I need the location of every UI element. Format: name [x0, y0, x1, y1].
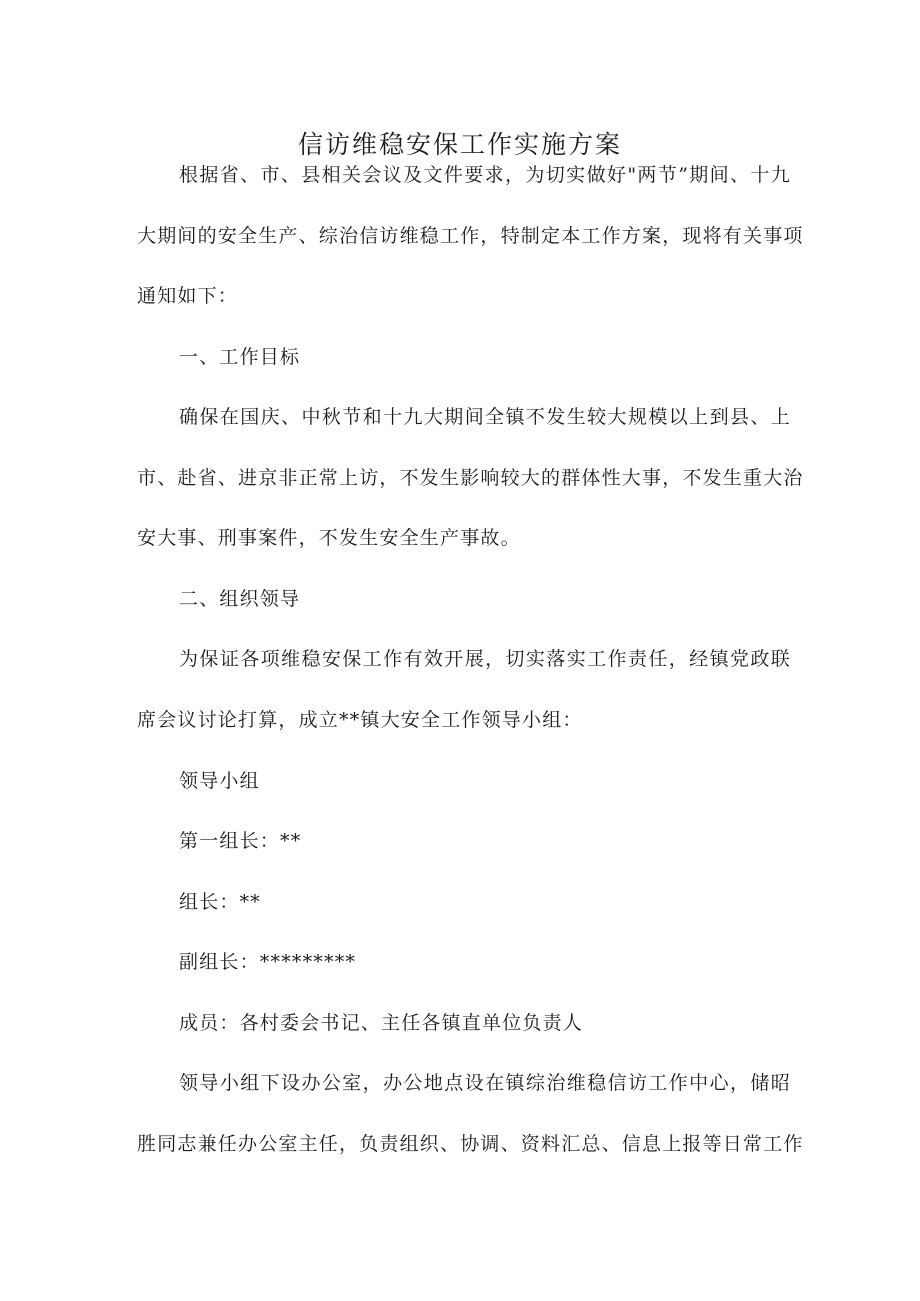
paragraph-goals-line-3: 安大事、刑事案件，不发生安全生产事故。 — [137, 527, 521, 549]
document-title: 信访维稳安保工作实施方案 — [297, 130, 622, 159]
members-line: 成员：各村委会书记、主任各镇直单位负责人 — [179, 1012, 584, 1034]
paragraph-goals-line-1: 确保在国庆、中秋节和十九大期间全镇不发生较大规模以上到县、上 — [179, 406, 791, 428]
paragraph-intro-line-2: 大期间的安全生产、综治信访维稳工作，特制定本工作方案，现将有关事项 — [137, 225, 804, 247]
section-heading-organization: 二、组织领导 — [179, 588, 301, 610]
paragraph-office-line-2: 胜同志兼任办公室主任，负责组织、协调、资料汇总、信息上报等日常工作 — [137, 1133, 804, 1155]
first-leader-line: 第一组长：** — [179, 830, 302, 852]
paragraph-organization-line-1: 为保证各项维稳安保工作有效开展，切实落实工作责任，经镇党政联 — [179, 648, 791, 670]
section-heading-goals: 一、工作目标 — [179, 346, 301, 368]
paragraph-intro-line-3: 通知如下： — [137, 285, 239, 307]
paragraph-office-line-1: 领导小组下设办公室，办公地点设在镇综治维稳信访工作中心，储昭 — [179, 1072, 791, 1094]
paragraph-intro-line-1: 根据省、市、县相关会议及文件要求，为切实做好"两节”期间、十九 — [179, 164, 791, 186]
paragraph-goals-line-2: 市、赴省、进京非正常上访，不发生影响较大的群体性大事，不发生重大治 — [137, 467, 804, 489]
paragraph-organization-line-2: 席会议讨论打算，成立**镇大安全工作领导小组： — [137, 709, 583, 731]
group-heading: 领导小组 — [179, 770, 260, 792]
deputy-leader-line: 副组长：********* — [179, 951, 357, 973]
leader-line: 组长：** — [179, 891, 262, 913]
